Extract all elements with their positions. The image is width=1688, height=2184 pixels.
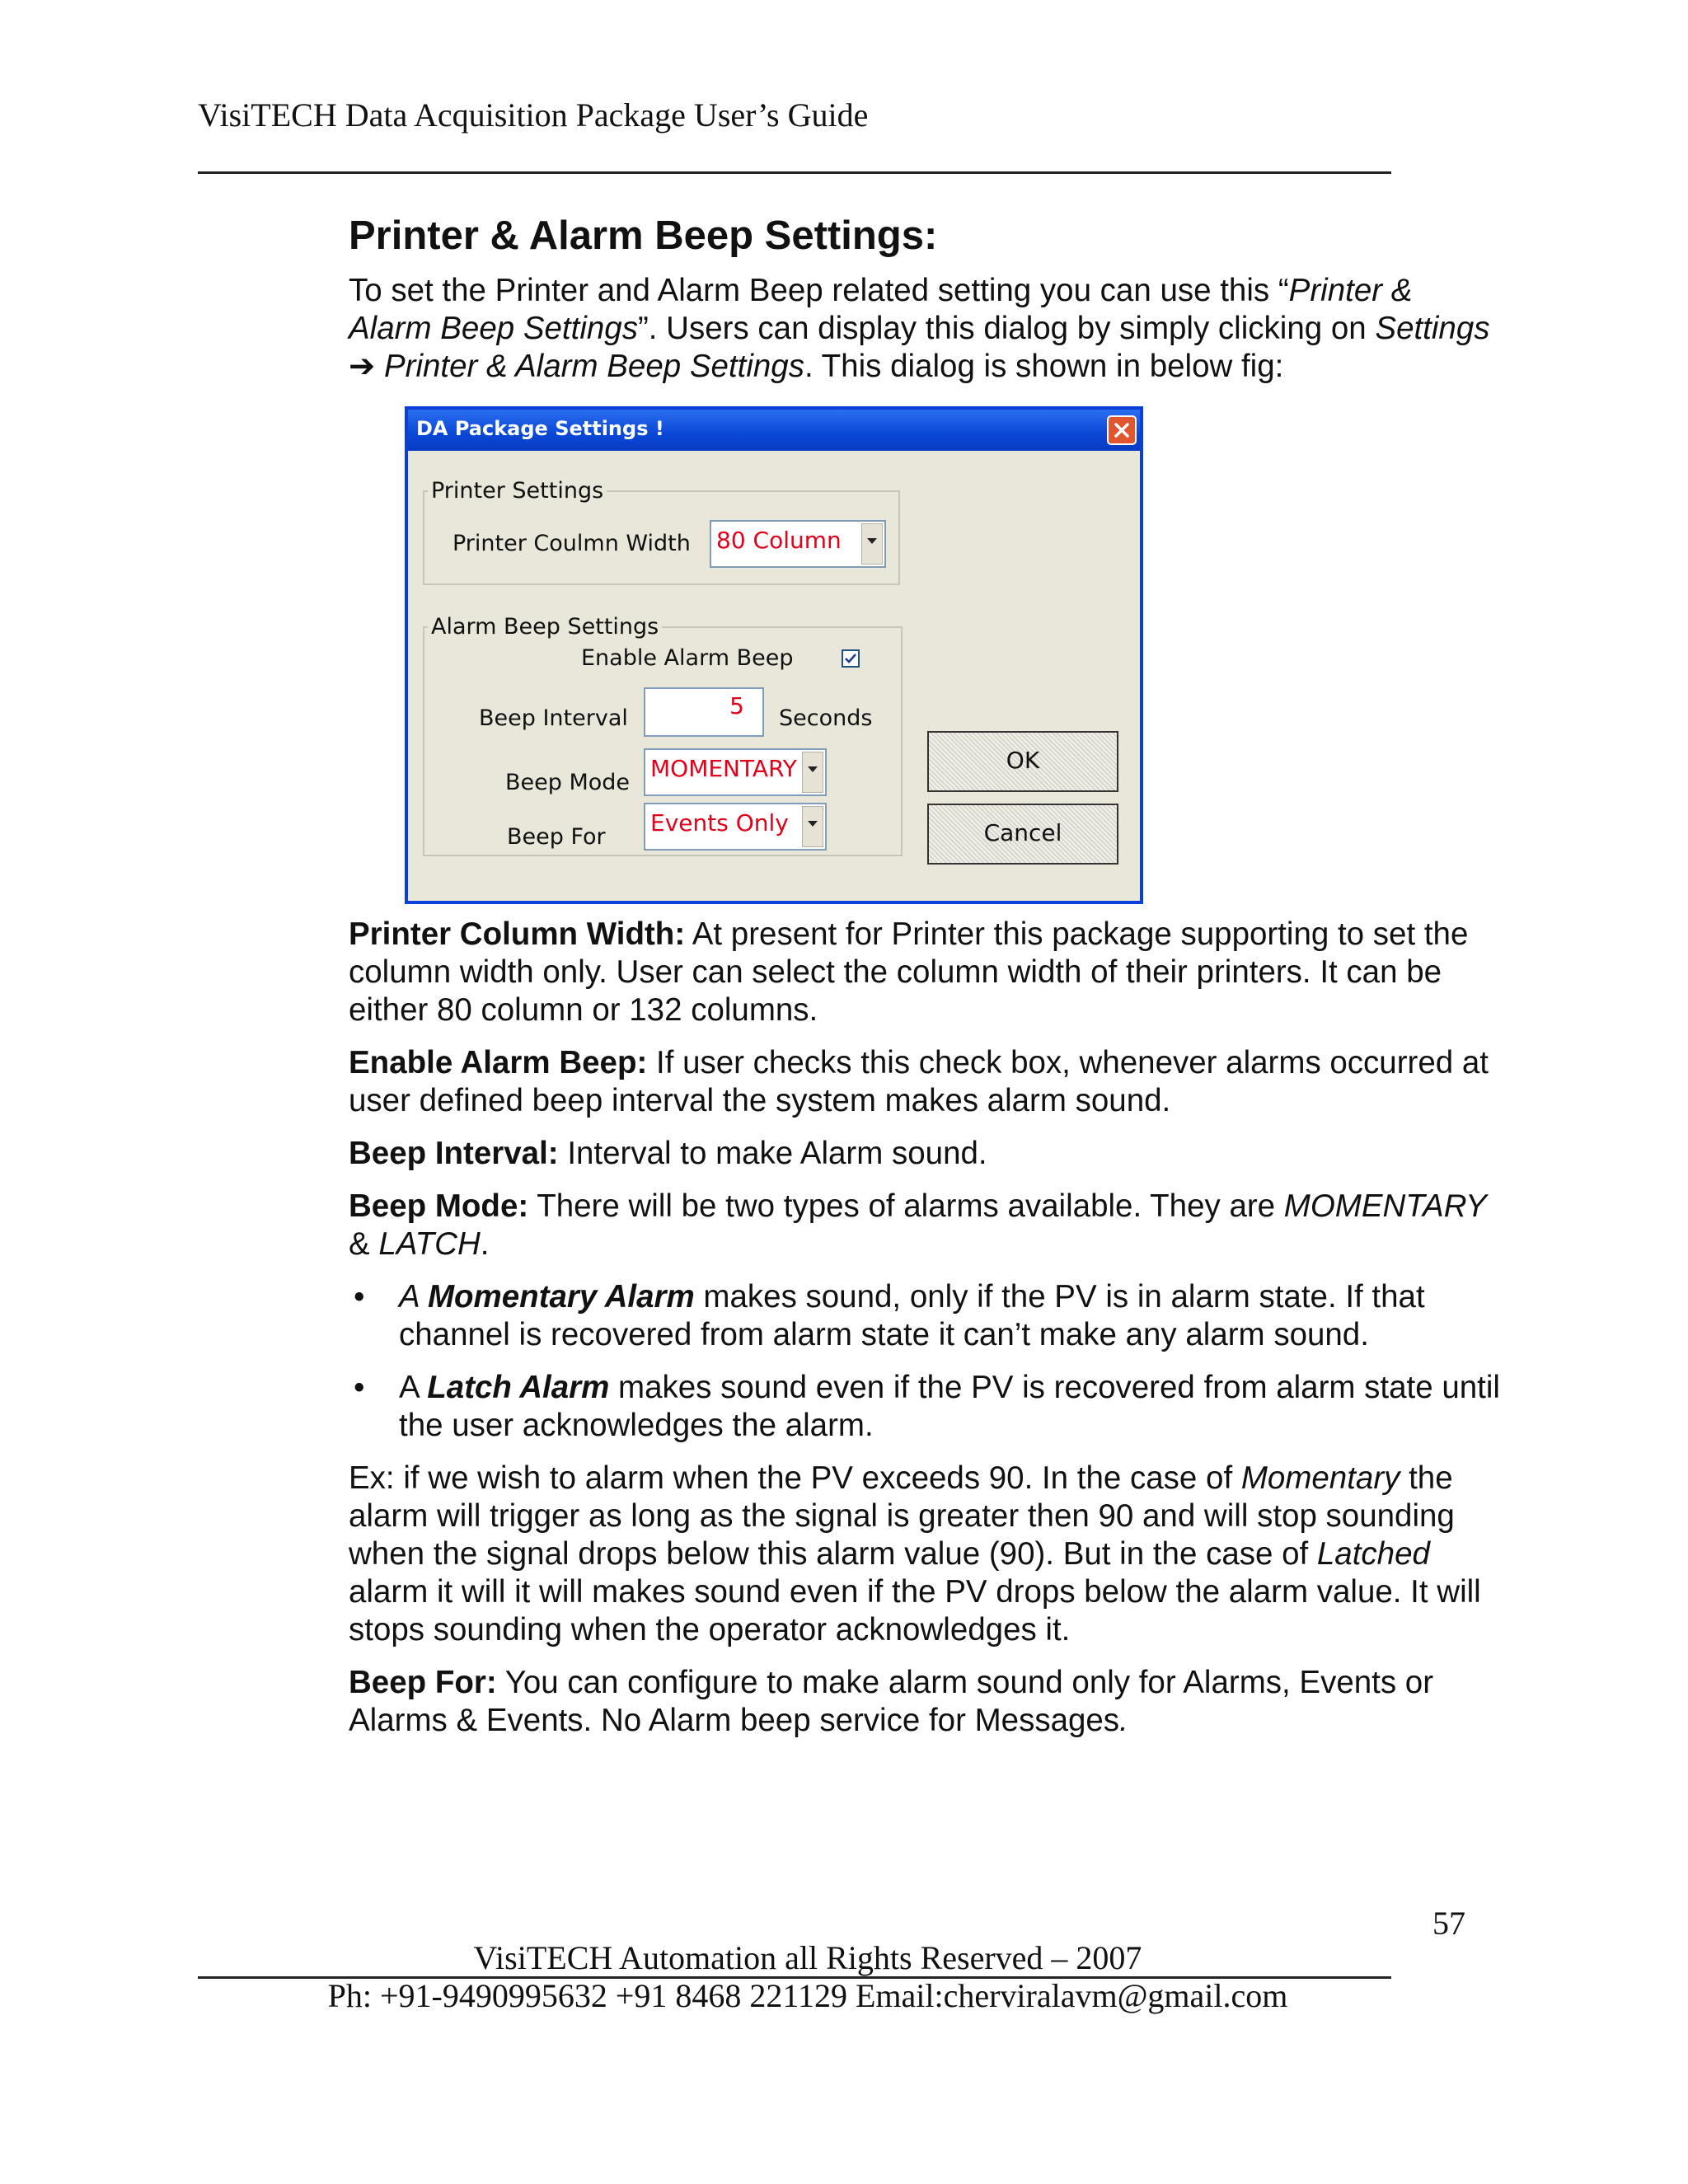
dropdown-button[interactable]: [802, 806, 823, 847]
term: Beep Mode:: [349, 1188, 529, 1224]
desc-text: .: [1119, 1703, 1128, 1738]
intro-paragraph: [349, 272, 1503, 386]
seconds-label: Seconds: [779, 705, 873, 731]
beep-interval-value: 5: [729, 692, 744, 719]
dropdown-button[interactable]: [802, 752, 823, 793]
desc-text: If user checks this check box, whenever alarms occurred at user defined beep interval the system makes alarm sound.: [349, 1045, 1489, 1118]
list-item: [349, 1369, 1503, 1445]
intro-dialog-name: Printer & Alarm Beep Settings: [349, 273, 1413, 346]
desc-text: Interval to make Alarm sound.: [558, 1136, 987, 1171]
cancel-button[interactable]: Cancel: [927, 804, 1118, 865]
page-header: VisiTECH Data Acquisition Package User’s Guide: [198, 96, 869, 134]
footer-copyright: VisiTECH Automation all Rights Reserved – 2007: [473, 1939, 1142, 1976]
desc-text: Ex: if we wish to alarm when the PV exceeds 90. In the case of: [349, 1460, 1241, 1496]
chevron-down-icon: [808, 821, 818, 827]
desc-text: alarm it will it will makes sound even if the PV drops below the alarm value. It will stops sounding when the operator acknowledges it.: [349, 1574, 1481, 1647]
beep-for-label: Beep For: [507, 824, 606, 850]
mode-momentary: MOMENTARY: [1283, 1188, 1487, 1224]
dialog-title: DA Package Settings !: [416, 417, 664, 440]
desc-beep-for: [349, 1664, 1503, 1740]
example-paragraph: [349, 1460, 1503, 1649]
desc-text: the alarm will trigger as long as the signal is greater then 90 and will stop sounding when the signal drops below this alarm value (90). But in the case of: [349, 1460, 1455, 1572]
mode-latch: LATCH: [378, 1226, 481, 1262]
bullet-prefix: A: [399, 1279, 428, 1315]
desc-text: There will be two types of alarms available. They are: [528, 1188, 1284, 1224]
term: Enable Alarm Beep:: [349, 1045, 648, 1080]
section-title: Printer & Alarm Beep Settings:: [349, 213, 938, 258]
close-icon: [1114, 423, 1129, 438]
desc-text: makes sound, only if the PV is in alarm state. If that channel is recovered from alarm state it can’t make any alarm sound.: [399, 1279, 1425, 1352]
enable-alarm-beep-label: Enable Alarm Beep: [581, 645, 794, 671]
ok-button[interactable]: OK: [927, 731, 1118, 792]
chevron-down-icon: [808, 766, 818, 773]
intro-text: To set the Printer and Alarm Beep related setting you can use this “: [349, 273, 1289, 308]
desc-text: You can configure to make alarm sound only for Alarms, Events or Alarms & Events. No Alarm beep service for Messages: [349, 1665, 1434, 1738]
arrow-right-icon: ➔: [349, 349, 376, 384]
emphasis: Latched: [1316, 1536, 1430, 1572]
term: Momentary Alarm: [427, 1279, 695, 1315]
beep-mode-value: MOMENTARY: [650, 755, 797, 782]
desc-printer-column-width: [349, 916, 1503, 1029]
beep-mode-dropdown[interactable]: [644, 748, 827, 796]
column-width-value: 80 Column: [716, 527, 842, 554]
desc-text: .: [480, 1226, 490, 1262]
desc-enable-alarm-beep: [349, 1044, 1503, 1120]
bullet-prefix: A: [399, 1370, 428, 1405]
page-number: 57: [1432, 1905, 1465, 1942]
column-width-dropdown[interactable]: [710, 520, 886, 568]
beep-mode-label: Beep Mode: [505, 770, 631, 795]
beep-interval-input[interactable]: [644, 687, 764, 737]
desc-text: makes sound even if the PV is recovered from alarm state until the user acknowledges the alarm.: [399, 1370, 1500, 1443]
alarm-type-list: [349, 1278, 1503, 1445]
desc-text: &: [349, 1226, 379, 1262]
desc-beep-mode: [349, 1188, 1503, 1263]
term: Beep For:: [349, 1665, 497, 1700]
group-legend: Printer Settings: [431, 478, 604, 504]
chevron-down-icon: [867, 538, 877, 545]
intro-text: . This dialog is shown in below fig:: [804, 349, 1284, 384]
footer-contact: Ph: +91-9490995632 +91 8468 221129 Email:cherviralavm@gmail.com: [327, 1977, 1288, 2014]
header-rule: [198, 171, 1391, 174]
intro-text: ”. Users can display this dialog by simply clicking on: [637, 311, 1376, 346]
dropdown-button[interactable]: [861, 523, 883, 565]
column-width-label: Printer Coulmn Width: [452, 531, 691, 556]
dialog-titlebar[interactable]: [408, 410, 1140, 451]
desc-text: At present for Printer this package supporting to set the column width only. User can select the column width of their printers. It can be either 80 column or 132 columns.: [349, 916, 1469, 1028]
close-button[interactable]: [1107, 415, 1137, 445]
term: Printer Column Width:: [349, 916, 686, 952]
term: Latch Alarm: [427, 1370, 610, 1405]
emphasis: Momentary: [1240, 1460, 1400, 1496]
group-legend: Alarm Beep Settings: [431, 614, 659, 640]
list-item: [349, 1278, 1503, 1354]
menu-path-settings: Settings: [1375, 311, 1490, 346]
term: Beep Interval:: [349, 1136, 559, 1171]
settings-dialog: [405, 406, 1143, 904]
beep-for-dropdown[interactable]: [644, 803, 827, 851]
bullet-icon: •: [354, 1279, 365, 1315]
desc-beep-interval: [349, 1135, 1503, 1173]
checkmark-icon: [844, 652, 857, 665]
beep-interval-label: Beep Interval: [479, 705, 628, 731]
bullet-icon: •: [354, 1370, 365, 1405]
menu-path-item: Printer & Alarm Beep Settings: [383, 349, 804, 384]
beep-for-value: Events Only: [650, 809, 789, 837]
enable-alarm-beep-checkbox[interactable]: [842, 649, 860, 668]
